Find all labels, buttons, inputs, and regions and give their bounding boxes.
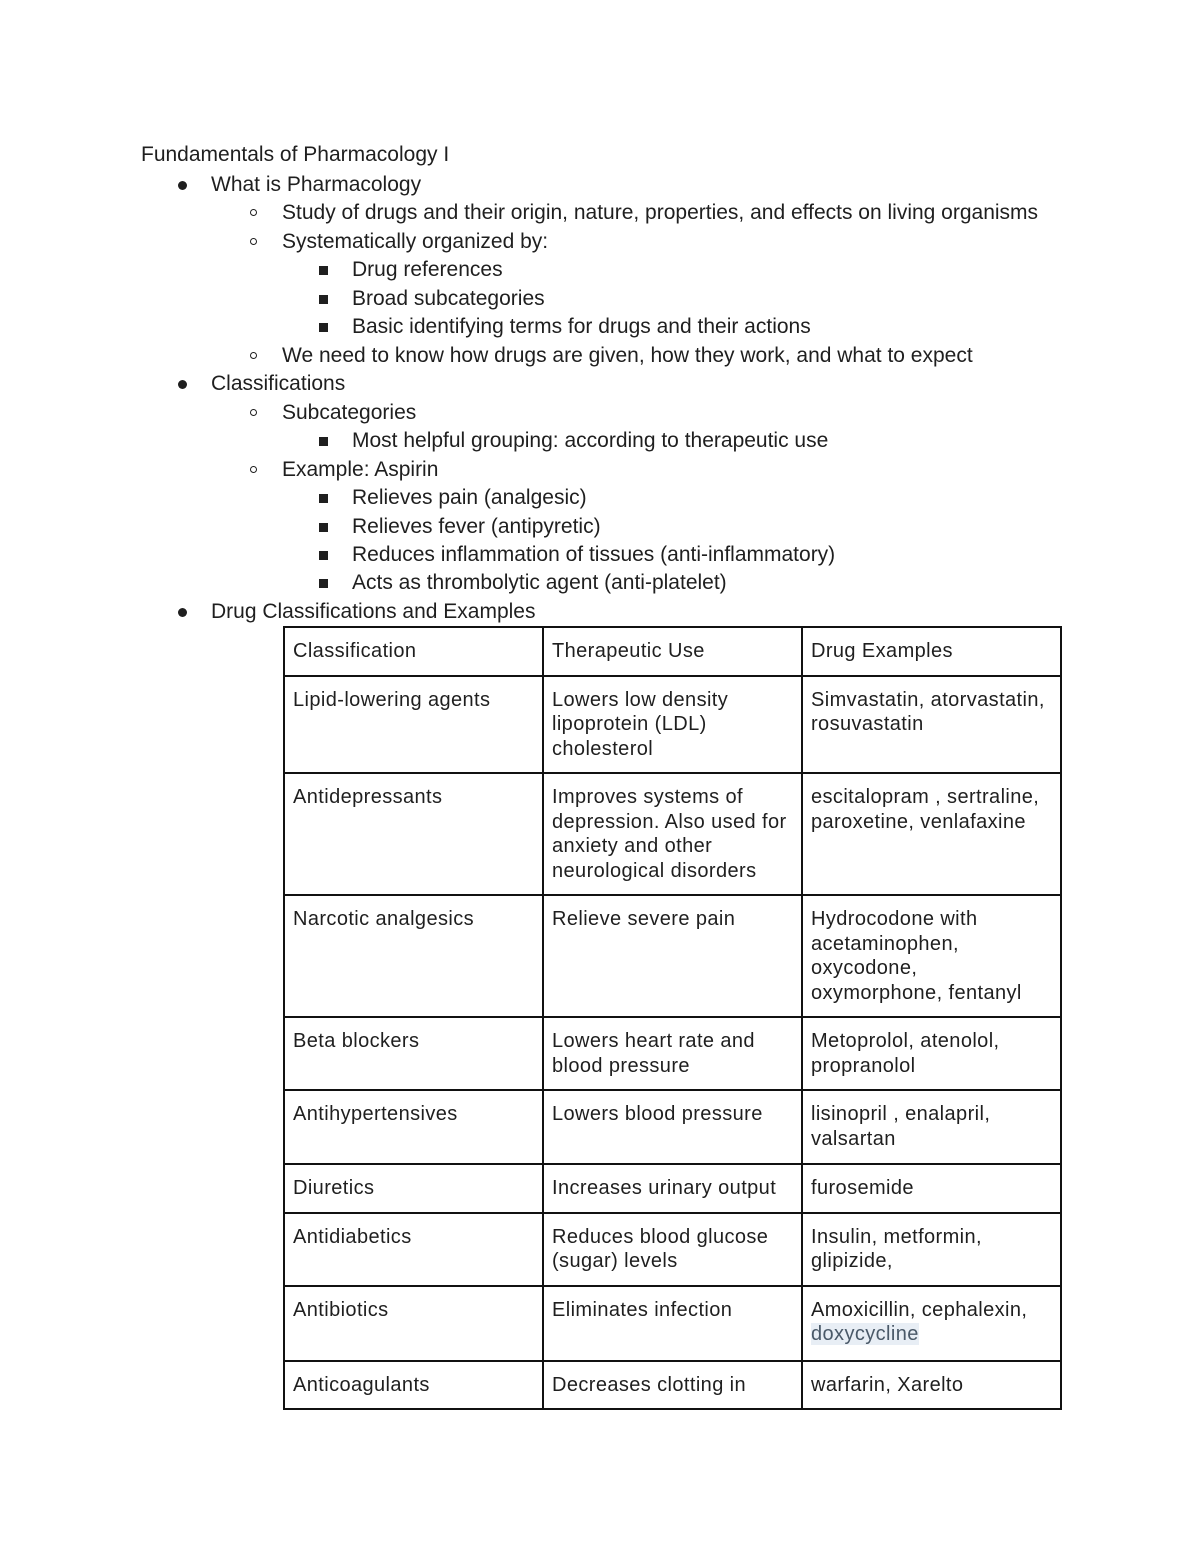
outline-item-level-1: Classifications xyxy=(211,372,346,395)
outline-item-level-3: Reduces inflammation of tissues (anti-inflammatory) xyxy=(352,543,836,566)
classification-cell: Antidiabetics xyxy=(284,1213,543,1286)
drug-examples-cell xyxy=(802,895,1061,1017)
outline-item-level-3: Relieves pain (analgesic) xyxy=(352,486,587,509)
bullet-level-3-icon xyxy=(319,266,328,275)
bullet-level-1-icon xyxy=(178,380,187,389)
table-row xyxy=(284,773,1061,895)
therapeutic-use-cell: Lowers low density lipoprotein (LDL) cholesterol xyxy=(543,676,802,774)
outline-item-level-3: Acts as thrombolytic agent (anti-platelet) xyxy=(352,571,727,594)
drug-examples-cell xyxy=(802,773,1061,895)
bullet-level-3-icon xyxy=(319,551,328,560)
drug-examples-text: Metoprolol, atenolol, propranolol xyxy=(811,1030,1000,1077)
table-row xyxy=(284,1286,1061,1361)
table-row xyxy=(284,1213,1061,1286)
outline-item-level-2: Study of drugs and their origin, nature, properties, and effects on living organisms xyxy=(282,201,1039,224)
classification-cell: Lipid-lowering agents xyxy=(284,676,543,774)
bullet-level-2-icon xyxy=(250,238,257,245)
document-title: Fundamentals of Pharmacology I xyxy=(141,143,450,166)
drug-examples-cell xyxy=(802,1213,1061,1286)
table-row xyxy=(284,1164,1061,1213)
classification-cell: Diuretics xyxy=(284,1164,543,1213)
bullet-level-2-icon xyxy=(250,409,257,416)
bullet-level-1-icon xyxy=(178,608,187,617)
drug-examples-text: escitalopram , sertraline, paroxetine, venlafaxine xyxy=(811,786,1040,833)
outline-item-level-1: What is Pharmacology xyxy=(211,173,422,196)
bullet-level-3-icon xyxy=(319,437,328,446)
table-header-cell: Classification xyxy=(284,627,543,676)
outline-item-level-3: Basic identifying terms for drugs and their actions xyxy=(352,315,811,338)
outline-item-level-3: Drug references xyxy=(352,258,503,281)
drug-examples-text: Insulin, metformin, glipizide, xyxy=(811,1225,982,1272)
bullet-level-3-icon xyxy=(319,323,328,332)
drug-examples-cell xyxy=(802,1286,1061,1361)
bullet-level-3-icon xyxy=(319,579,328,588)
drug-examples-cell xyxy=(802,1017,1061,1090)
table-header-cell: Therapeutic Use xyxy=(543,627,802,676)
table-header-row xyxy=(284,627,1061,676)
table-header-cell: Drug Examples xyxy=(802,627,1061,676)
therapeutic-use-cell: Increases urinary output xyxy=(543,1164,802,1213)
therapeutic-use-cell: Decreases clotting in xyxy=(543,1361,802,1410)
drug-examples-cell xyxy=(802,1090,1061,1164)
bullet-level-2-icon xyxy=(250,466,257,473)
therapeutic-use-cell: Improves systems of depression. Also used for anxiety and other neurological disorders xyxy=(543,773,802,895)
table-row xyxy=(284,895,1061,1017)
drug-examples-text: warfarin, Xarelto xyxy=(811,1373,964,1396)
therapeutic-use-cell: Lowers heart rate and blood pressure xyxy=(543,1017,802,1090)
bullet-level-3-icon xyxy=(319,494,328,503)
drug-examples-text: furosemide xyxy=(811,1177,914,1199)
drug-classification-table xyxy=(283,626,1062,1410)
outline-item-level-3: Broad subcategories xyxy=(352,287,545,310)
outline-item-level-2: Example: Aspirin xyxy=(282,458,439,481)
table-row xyxy=(284,1090,1061,1164)
therapeutic-use-cell: Eliminates infection xyxy=(543,1286,802,1361)
outline-item-level-3: Most helpful grouping: according to therapeutic use xyxy=(352,429,829,452)
table-row xyxy=(284,1361,1061,1410)
outline-item-level-3: Relieves fever (antipyretic) xyxy=(352,515,601,538)
classification-cell: Anticoagulants xyxy=(284,1361,543,1410)
table-row xyxy=(284,1017,1061,1090)
table-row xyxy=(284,676,1061,774)
drug-example-link[interactable]: doxycycline xyxy=(811,1323,919,1345)
bullet-level-3-icon xyxy=(319,295,328,304)
bullet-level-2-icon xyxy=(250,352,257,359)
drug-examples-text: Amoxicillin, cephalexin, xyxy=(811,1298,1028,1321)
classification-cell: Antibiotics xyxy=(284,1286,543,1361)
drug-examples-cell xyxy=(802,1361,1061,1410)
therapeutic-use-cell: Relieve severe pain xyxy=(543,895,802,1017)
bullet-level-3-icon xyxy=(319,523,328,532)
drug-examples-cell xyxy=(802,1164,1061,1213)
classification-cell: Antidepressants xyxy=(284,773,543,895)
drug-examples-text: lisinopril , enalapril, valsartan xyxy=(811,1103,991,1150)
drug-examples-text: Simvastatin, atorvastatin, rosuvastatin xyxy=(811,688,1045,735)
classification-cell: Narcotic analgesics xyxy=(284,895,543,1017)
therapeutic-use-cell: Reduces blood glucose (sugar) levels xyxy=(543,1213,802,1286)
outline-item-level-1: Drug Classifications and Examples xyxy=(211,600,536,623)
therapeutic-use-cell: Lowers blood pressure xyxy=(543,1090,802,1164)
drug-examples-cell xyxy=(802,676,1061,774)
bullet-level-1-icon xyxy=(178,181,187,190)
outline-item-level-2: Systematically organized by: xyxy=(282,230,549,253)
bullet-level-2-icon xyxy=(250,209,257,216)
classification-cell: Antihypertensives xyxy=(284,1090,543,1164)
outline-item-level-2: We need to know how drugs are given, how they work, and what to expect xyxy=(282,344,973,367)
drug-examples-text: Hydrocodone with acetaminophen, oxycodone, oxymorphone, fentanyl xyxy=(811,908,1022,1004)
classification-cell: Beta blockers xyxy=(284,1017,543,1090)
outline-item-level-2: Subcategories xyxy=(282,401,417,424)
